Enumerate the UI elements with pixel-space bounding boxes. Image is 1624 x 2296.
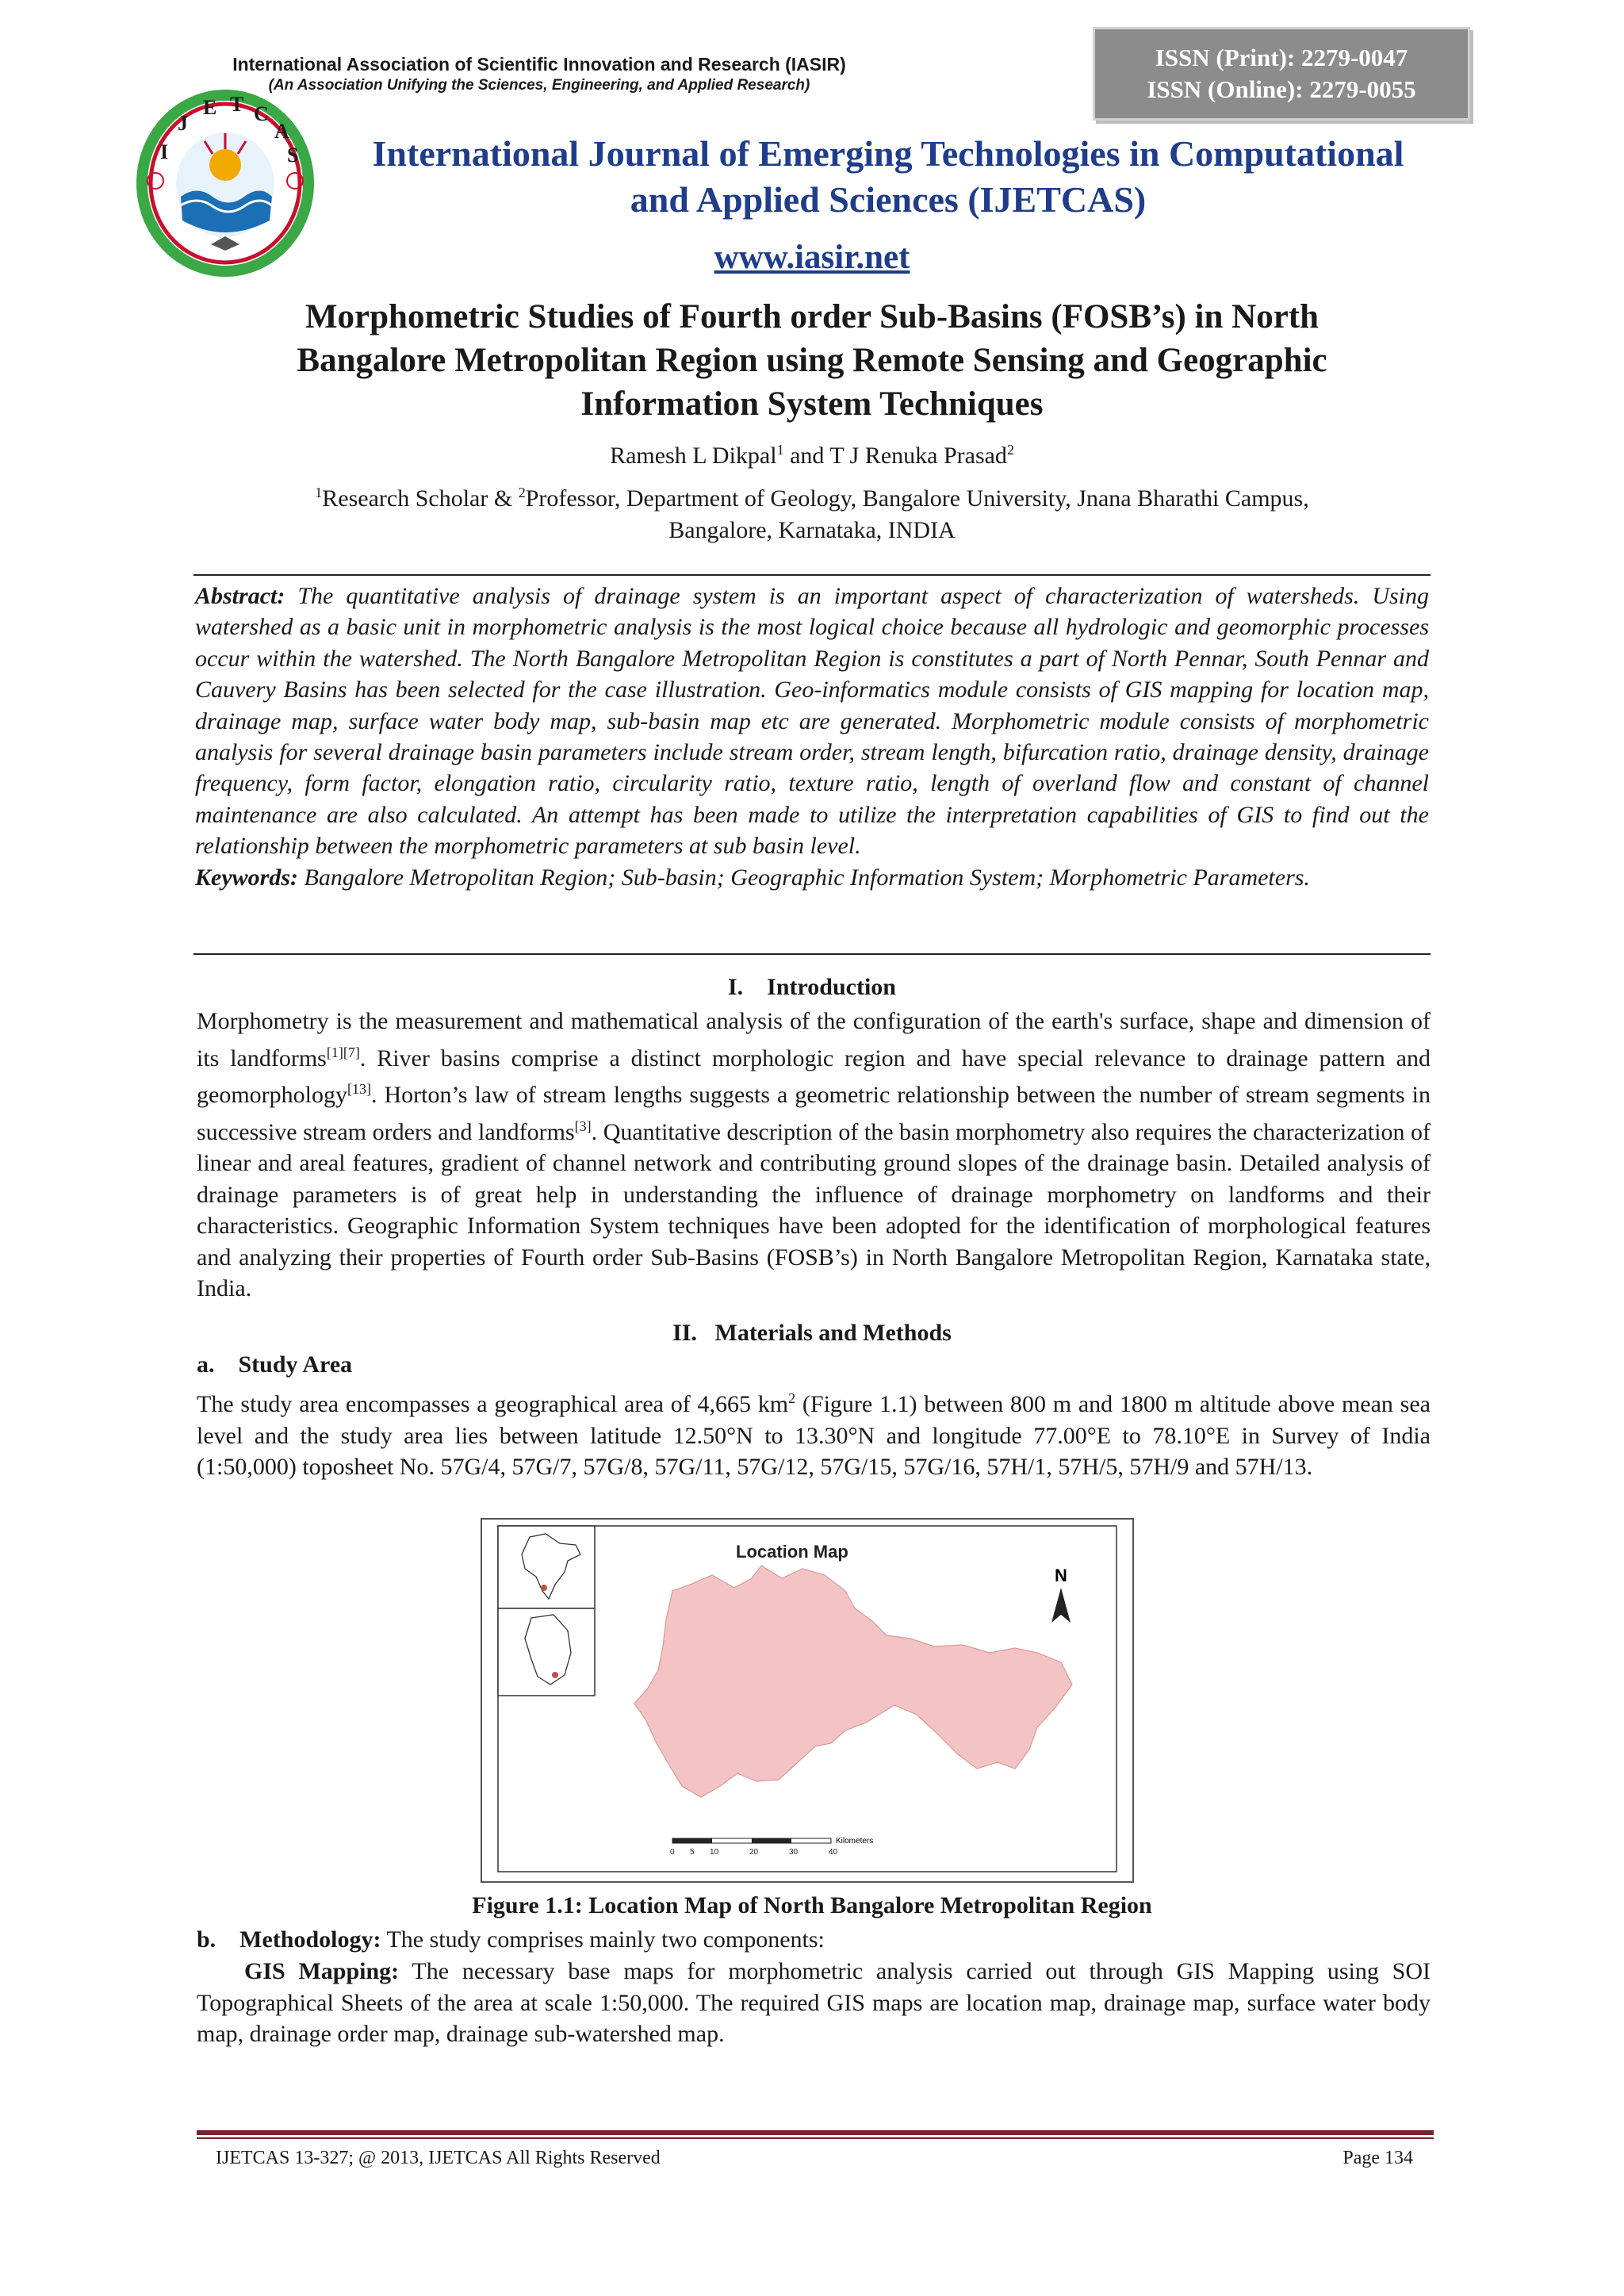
issn-box [1093, 27, 1470, 121]
footer-rule-thick [197, 2130, 1434, 2135]
issn-online: ISSN (Online): 2279-0055 [1147, 75, 1416, 103]
paper-title [127, 295, 1497, 426]
affil-sup-2: 2 [518, 485, 526, 500]
affiliation [127, 477, 1497, 546]
issn-print: ISSN (Print): 2279-0047 [1155, 44, 1408, 71]
paper-title-line1: Morphometric Studies of Fourth order Sub-Basins (FOSB’s) in North [304, 298, 1320, 335]
intro-text-3: . Horton’s law of stream lengths suggests a geometric relationship between the number of stream segments in successive stream orders and landforms [197, 1082, 1431, 1145]
scale-tick-label: 30 [789, 1848, 799, 1857]
scale-tick-label: 10 [710, 1848, 719, 1857]
paper-title-line2: Bangalore Metropolitan Region using Remote Sensing and Geographic [297, 342, 1327, 379]
intro-ref-2: [13] [347, 1081, 371, 1097]
abstract-top-rule [193, 574, 1431, 576]
methodology-text: The study comprises mainly two components: [381, 1926, 825, 1953]
footer-copyright: IJETCAS 13-327; @ 2013, IJETCAS All Rights Reserved [216, 2148, 661, 2168]
author-2: and T J Renuka Prasad [783, 443, 1007, 469]
svg-text:C: C [254, 102, 269, 125]
methodology-label: b. Methodology: [197, 1926, 381, 1953]
author-1: Ramesh L Dikpal [610, 443, 777, 469]
study-region-polygon [634, 1566, 1072, 1797]
svg-text:0510203040 [670, 1848, 838, 1857]
study-area-text-1: The study area encompasses a geographical area of 4,665 km [197, 1391, 789, 1417]
scale-tick-label: 5 [690, 1848, 695, 1857]
author-1-sup: 1 [776, 442, 784, 458]
intro-ref-1: [1][7] [326, 1044, 360, 1060]
svg-text:A: A [274, 120, 289, 143]
association-subtitle: (An Association Unifying the Sciences, Engineering, and Applied Research) [268, 77, 810, 94]
intro-text-4: . Quantitative description of the basin morphometry also requires the characterization of linear and areal features, gradient of channel network and contributing ground slopes of the drainage basin. Detailed analysis of drainage parameters is of great help in understanding the influence of drainage morphometry on landforms and their characteristics. Geographic Information System techniques have been adopted for the identification of morphological features and analyzing their properties of Fourth order Sub-Basins (FOSB’s) in North Bangalore Metropolitan Region, Karnataka state, India. [197, 1118, 1431, 1301]
location-map [482, 1520, 1132, 1881]
website-link[interactable]: www.iasir.net [714, 239, 910, 276]
gis-mapping-label: GIS Mapping: [244, 1958, 400, 1984]
intro-paragraph [197, 1006, 1431, 1305]
page-footer [216, 2148, 1413, 2169]
intro-ref-3: [3] [574, 1117, 592, 1134]
location-map-figure [481, 1518, 1134, 1883]
study-area-marker-india [541, 1585, 547, 1591]
north-label: N [1055, 1566, 1067, 1585]
figure-caption: Figure 1.1: Location Map of North Bangalore Metropolitan Region [472, 1892, 1152, 1918]
association-name: International Association of Scientific Innovation and Research (IASIR) [232, 54, 846, 75]
affil-part-2: Professor, Department of Geology, Bangalore University, Jnana Bharathi Campus, [525, 485, 1309, 512]
scale-tick-label: 20 [749, 1848, 759, 1857]
keywords-text: Bangalore Metropolitan Region; Sub-basin; Geographic Information System; Morphometric Parameters. [298, 864, 1310, 891]
svg-text:I: I [160, 140, 169, 163]
intro-text-2: . River basins comprise a distinct morphologic region and have special relevance to drainage pattern and geomorphology [197, 1045, 1431, 1108]
gis-mapping-text: The necessary base maps for morphometric analysis carried out through GIS Mapping using SOI Topographical Sheets of the area at scale 1:50,000. The required GIS maps are location map, drainage map, surface water body map, drainage order map, drainage sub-watershed map. [197, 1958, 1431, 2047]
study-area-sup: 2 [788, 1390, 796, 1406]
scale-tick-label: 0 [670, 1848, 675, 1857]
affil-part-1: Research Scholar & [322, 485, 519, 512]
abstract-label: Abstract: [195, 583, 285, 609]
abstract-bottom-rule [193, 953, 1431, 955]
scale-bar [670, 1837, 873, 1857]
methods-heading: II. Materials and Methods [672, 1320, 952, 1346]
keywords-label: Keywords: [195, 864, 298, 891]
north-arrow-icon [1051, 1566, 1071, 1623]
affil-part-3: Bangalore, Karnataka, INDIA [668, 517, 956, 543]
intro-text-1: Morphometry is the measurement and mathematical analysis of the configuration of the earth's surface, shape and dimension of its landforms [197, 1008, 1431, 1071]
author-2-sup: 2 [1006, 442, 1014, 458]
scale-unit-label: Kilometers [836, 1837, 874, 1846]
methodology-paragraph [197, 1924, 1431, 1956]
svg-text:E: E [203, 96, 217, 119]
affil-sup-1: 1 [315, 485, 323, 500]
gis-mapping-paragraph [197, 1956, 1431, 2050]
abstract [195, 581, 1429, 893]
paper-title-line3: Information System Techniques [580, 385, 1044, 423]
journal-title-line1: International Journal of Emerging Technologies in Computational [372, 133, 1404, 174]
page-number: Page 134 [1342, 2148, 1413, 2168]
scale-tick-label: 40 [829, 1848, 838, 1857]
intro-heading: I. Introduction [728, 974, 896, 1000]
study-area-paragraph [197, 1383, 1431, 1483]
footer-rule-thin [197, 2137, 1434, 2139]
abstract-text: The quantitative analysis of drainage system is an important aspect of characterization of watersheds. Using watershed as a basic unit in morphometric analysis is the most logical choice because all hydrologic and geomorphic processes occur within the watershed. The North Bangalore Metropolitan Region is constitutes a part of North Pennar, South Pennar and Cauvery Basins has been selected for the case illustration. Geo-informatics module consists of GIS mapping for location map, drainage map, surface water body map, sub-basin map etc are generated. Morphometric module consists of morphometric analysis for several drainage basin parameters include stream order, stream length, bifurcation ratio, drainage density, drainage frequency, form factor, elongation ratio, circularity ratio, texture ratio, length of overland flow and constant of channel maintenance are also calculated. An attempt has been made to utilize the interpretation capabilities of GIS to find out the relationship between the morphometric parameters at sub basin level. [195, 583, 1429, 860]
study-area-heading: a. Study Area [197, 1351, 353, 1378]
svg-text:T: T [230, 93, 244, 116]
map-title: Location Map [736, 1542, 848, 1562]
svg-text:S: S [287, 144, 299, 167]
authors [0, 442, 1624, 470]
study-area-text-2: (Figure 1.1) between 800 m and 1800 m altitude above mean sea level and the study area lies between latitude 12.50°N to 13.30°N and longitude 77.00°E to 78.10°E in Survey of India (1:50,000) toposheet No. 57G/4, 57G/7, 57G/8, 57G/11, 57G/12, 57G/15, 57G/16, 57H/1, 57H/5, 57H/9 and 57H/13. [197, 1391, 1431, 1480]
journal-title-line2: and Applied Sciences (IJETCAS) [630, 179, 1147, 220]
svg-text:J: J [178, 112, 188, 135]
study-area-marker-karnataka [552, 1672, 558, 1678]
journal-title [333, 131, 1443, 223]
